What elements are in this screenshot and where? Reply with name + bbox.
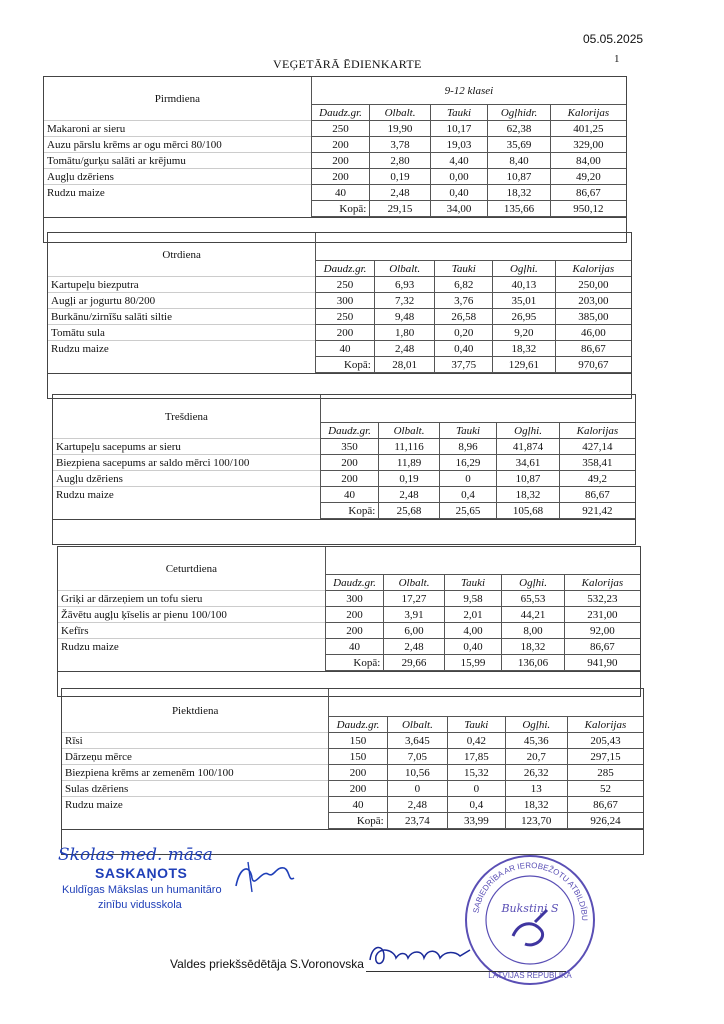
dish-name: Makaroni ar sieru bbox=[44, 121, 311, 137]
stamp-country: LATVIJAS REPUBLIKA bbox=[488, 971, 572, 980]
total-fat: 15,99 bbox=[444, 655, 501, 671]
school-name-line2: zinību vidusskola bbox=[98, 899, 182, 911]
cell-kcal: 84,00 bbox=[550, 153, 626, 169]
cell-protein: 2,48 bbox=[384, 639, 445, 655]
dish-name: Biezpiena krēms ar zemenēm 100/100 bbox=[62, 765, 329, 781]
dish-name: Tomātu sula bbox=[48, 325, 316, 341]
table-row bbox=[44, 185, 626, 201]
cell-qty: 40 bbox=[325, 639, 384, 655]
total-carbs: 105,68 bbox=[497, 503, 560, 519]
table-row bbox=[62, 797, 643, 813]
column-header: Tauki bbox=[444, 575, 501, 591]
column-header: Kalorijas bbox=[567, 717, 643, 733]
cell-carbs: 26,32 bbox=[505, 765, 567, 781]
cell-kcal: 205,43 bbox=[567, 733, 643, 749]
column-header: Tauki bbox=[439, 423, 496, 439]
cell-protein: 2,48 bbox=[374, 341, 435, 357]
total-carbs: 123,70 bbox=[505, 813, 567, 829]
column-header: Tauki bbox=[435, 261, 493, 277]
cell-kcal: 46,00 bbox=[555, 325, 631, 341]
cell-qty: 200 bbox=[320, 455, 379, 471]
cell-protein: 7,32 bbox=[374, 293, 435, 309]
cell-fat: 0,4 bbox=[439, 487, 496, 503]
cell-kcal: 427,14 bbox=[559, 439, 635, 455]
table-row bbox=[62, 781, 643, 797]
cell-kcal: 358,41 bbox=[559, 455, 635, 471]
day-name: Piektdiena bbox=[171, 704, 219, 717]
cell-kcal: 297,15 bbox=[567, 749, 643, 765]
total-row bbox=[53, 503, 635, 519]
cell-protein: 0,19 bbox=[370, 169, 431, 185]
dish-name: Rudzu maize bbox=[58, 639, 325, 655]
column-header: Kalorijas bbox=[555, 261, 631, 277]
total-kcal: 926,24 bbox=[567, 813, 643, 829]
cell-protein: 6,93 bbox=[374, 277, 435, 293]
total-label: Kopā: bbox=[320, 503, 379, 519]
cell-fat: 10,17 bbox=[430, 121, 487, 137]
cell-qty: 150 bbox=[329, 733, 387, 749]
table-row bbox=[48, 341, 631, 357]
cell-protein: 1,80 bbox=[374, 325, 435, 341]
table-row bbox=[58, 639, 640, 655]
stamp-emblem-icon bbox=[513, 910, 547, 945]
dish-name: Rudzu maize bbox=[48, 341, 316, 357]
cell-protein: 2,48 bbox=[370, 185, 431, 201]
cell-kcal: 532,23 bbox=[564, 591, 640, 607]
total-row bbox=[62, 813, 643, 829]
cell-protein: 0 bbox=[387, 781, 447, 797]
document-title: VEĢETĀRĀ ĒDIENKARTE bbox=[273, 57, 422, 71]
cell-protein: 3,91 bbox=[384, 607, 445, 623]
cell-carbs: 65,53 bbox=[502, 591, 565, 607]
table-row bbox=[53, 471, 635, 487]
column-header: Daudz.gr. bbox=[320, 423, 379, 439]
cell-protein: 3,645 bbox=[387, 733, 447, 749]
table-row bbox=[53, 455, 635, 471]
cell-protein: 2,80 bbox=[370, 153, 431, 169]
cell-qty: 200 bbox=[311, 153, 370, 169]
cell-fat: 2,01 bbox=[444, 607, 501, 623]
total-kcal: 941,90 bbox=[564, 655, 640, 671]
column-header: Kalorijas bbox=[564, 575, 640, 591]
cell-fat: 16,29 bbox=[439, 455, 496, 471]
cell-qty: 40 bbox=[320, 487, 379, 503]
handwritten-nurse-note: Skolas med. māsa bbox=[58, 845, 213, 865]
cell-carbs: 8,40 bbox=[488, 153, 551, 169]
cell-protein: 2,48 bbox=[379, 487, 440, 503]
day-table-0 bbox=[43, 76, 627, 243]
cell-protein: 7,05 bbox=[387, 749, 447, 765]
cell-carbs: 18,32 bbox=[502, 639, 565, 655]
cell-carbs: 34,61 bbox=[497, 455, 560, 471]
cell-kcal: 250,00 bbox=[555, 277, 631, 293]
cell-kcal: 92,00 bbox=[564, 623, 640, 639]
dish-name: Dārzeņu mērce bbox=[62, 749, 329, 765]
cell-protein: 2,48 bbox=[387, 797, 447, 813]
dish-name: Tomātu/gurķu salāti ar krējumu bbox=[44, 153, 311, 169]
dish-name: Rudzu maize bbox=[62, 797, 329, 813]
column-header: Olbalt. bbox=[374, 261, 435, 277]
dish-name: Rudzu maize bbox=[53, 487, 320, 503]
column-header: Daudz.gr. bbox=[311, 105, 370, 121]
cell-fat: 19,03 bbox=[430, 137, 487, 153]
empty-cell bbox=[62, 813, 329, 829]
cell-protein: 3,78 bbox=[370, 137, 431, 153]
cell-qty: 200 bbox=[311, 169, 370, 185]
cell-kcal: 86,67 bbox=[564, 639, 640, 655]
cell-carbs: 9,20 bbox=[493, 325, 556, 341]
cell-fat: 8,96 bbox=[439, 439, 496, 455]
column-header: Daudz.gr. bbox=[329, 717, 387, 733]
cell-carbs: 18,32 bbox=[505, 797, 567, 813]
dish-name: Griķi ar dārzeņiem un tofu sieru bbox=[58, 591, 325, 607]
cell-protein: 0,19 bbox=[379, 471, 440, 487]
column-header: Ogļhi. bbox=[502, 575, 565, 591]
total-row bbox=[58, 655, 640, 671]
dish-name: Sulas dzēriens bbox=[62, 781, 329, 797]
cell-protein: 19,90 bbox=[370, 121, 431, 137]
dish-name: Biezpiena sacepums ar saldo mērci 100/100 bbox=[53, 455, 320, 471]
cell-kcal: 52 bbox=[567, 781, 643, 797]
cell-fat: 15,32 bbox=[448, 765, 505, 781]
cell-kcal: 285 bbox=[567, 765, 643, 781]
cell-carbs: 13 bbox=[505, 781, 567, 797]
total-carbs: 136,06 bbox=[502, 655, 565, 671]
cell-qty: 40 bbox=[316, 341, 375, 357]
cell-carbs: 44,21 bbox=[502, 607, 565, 623]
cell-qty: 40 bbox=[329, 797, 387, 813]
cell-fat: 0,40 bbox=[430, 185, 487, 201]
cell-fat: 26,58 bbox=[435, 309, 493, 325]
date: 05.05.2025 bbox=[583, 32, 644, 46]
column-header: Kalorijas bbox=[559, 423, 635, 439]
total-row bbox=[48, 357, 631, 373]
cell-kcal: 86,67 bbox=[555, 341, 631, 357]
class-group-cell bbox=[325, 547, 640, 575]
total-fat: 37,75 bbox=[435, 357, 493, 373]
cell-qty: 300 bbox=[325, 591, 384, 607]
total-label: Kopā: bbox=[316, 357, 375, 373]
total-label: Kopā: bbox=[325, 655, 384, 671]
cell-protein: 6,00 bbox=[384, 623, 445, 639]
empty-cell bbox=[48, 357, 316, 373]
dish-name: Žāvētu augļu ķīselis ar pienu 100/100 bbox=[58, 607, 325, 623]
table-row bbox=[48, 293, 631, 309]
dish-name: Auzu pārslu krēms ar ogu mērci 80/100 bbox=[44, 137, 311, 153]
cell-kcal: 49,2 bbox=[559, 471, 635, 487]
column-header: Olbalt. bbox=[387, 717, 447, 733]
total-carbs: 135,66 bbox=[488, 201, 551, 217]
day-table-1 bbox=[47, 232, 632, 399]
total-kcal: 921,42 bbox=[559, 503, 635, 519]
table-row bbox=[53, 439, 635, 455]
table-row bbox=[62, 733, 643, 749]
cell-fat: 0 bbox=[439, 471, 496, 487]
section-gap bbox=[53, 519, 635, 544]
cell-carbs: 8,00 bbox=[502, 623, 565, 639]
table-row bbox=[62, 765, 643, 781]
column-header: Ogļhi. bbox=[505, 717, 567, 733]
table-row bbox=[44, 121, 626, 137]
approved-label: SASKAŅOTS bbox=[95, 865, 188, 881]
class-group-cell bbox=[316, 233, 631, 261]
total-protein: 28,01 bbox=[374, 357, 435, 373]
dish-name: Augļu dzēriens bbox=[44, 169, 311, 185]
column-header: Olbalt. bbox=[379, 423, 440, 439]
cell-qty: 200 bbox=[329, 765, 387, 781]
cell-qty: 200 bbox=[325, 607, 384, 623]
signer-label: Valdes priekšsēdētāja S.Voronovska bbox=[170, 957, 364, 971]
total-protein: 23,74 bbox=[387, 813, 447, 829]
stamp-ring-text: SABIEDRĪBA AR IEROBEŽOTU ATBILDĪBU bbox=[471, 860, 590, 922]
day-table-4 bbox=[61, 688, 644, 855]
cell-kcal: 86,67 bbox=[550, 185, 626, 201]
empty-cell bbox=[44, 201, 311, 217]
cell-qty: 40 bbox=[311, 185, 370, 201]
cell-kcal: 203,00 bbox=[555, 293, 631, 309]
cell-qty: 200 bbox=[320, 471, 379, 487]
cell-carbs: 40,13 bbox=[493, 277, 556, 293]
cell-carbs: 45,36 bbox=[505, 733, 567, 749]
cell-carbs: 35,01 bbox=[493, 293, 556, 309]
column-header: Olbalt. bbox=[370, 105, 431, 121]
class-group-cell bbox=[329, 689, 643, 717]
cell-fat: 0,40 bbox=[435, 341, 493, 357]
total-label: Kopā: bbox=[329, 813, 387, 829]
cell-carbs: 18,32 bbox=[493, 341, 556, 357]
cell-carbs: 18,32 bbox=[497, 487, 560, 503]
stamp-center-text: Bukstiņi S bbox=[501, 902, 559, 915]
column-header: Ogļhi. bbox=[493, 261, 556, 277]
column-header: Daudz.gr. bbox=[316, 261, 375, 277]
cell-carbs: 26,95 bbox=[493, 309, 556, 325]
cell-carbs: 20,7 bbox=[505, 749, 567, 765]
total-label: Kopā: bbox=[311, 201, 370, 217]
total-fat: 33,99 bbox=[448, 813, 505, 829]
cell-kcal: 86,67 bbox=[567, 797, 643, 813]
cell-protein: 17,27 bbox=[384, 591, 445, 607]
total-kcal: 950,12 bbox=[550, 201, 626, 217]
cell-fat: 0,42 bbox=[448, 733, 505, 749]
dish-name: Augļu dzēriens bbox=[53, 471, 320, 487]
dish-name: Rudzu maize bbox=[44, 185, 311, 201]
column-header: Tauki bbox=[430, 105, 487, 121]
column-header: Daudz.gr. bbox=[325, 575, 384, 591]
column-header: Kalorijas bbox=[550, 105, 626, 121]
cell-qty: 150 bbox=[329, 749, 387, 765]
dish-name: Kartupeļu biezputra bbox=[48, 277, 316, 293]
cell-qty: 200 bbox=[329, 781, 387, 797]
day-name: Otrdiena bbox=[162, 248, 201, 261]
cell-fat: 0,20 bbox=[435, 325, 493, 341]
cell-fat: 9,58 bbox=[444, 591, 501, 607]
chair-signature-icon bbox=[366, 938, 476, 972]
cell-qty: 300 bbox=[316, 293, 375, 309]
cell-fat: 0,00 bbox=[430, 169, 487, 185]
total-fat: 34,00 bbox=[430, 201, 487, 217]
table-row bbox=[44, 137, 626, 153]
class-group-cell bbox=[320, 395, 635, 423]
cell-carbs: 62,38 bbox=[488, 121, 551, 137]
company-stamp bbox=[455, 850, 605, 990]
day-name: Ceturtdiena bbox=[165, 562, 218, 575]
table-row bbox=[48, 325, 631, 341]
total-protein: 25,68 bbox=[379, 503, 440, 519]
cell-qty: 200 bbox=[325, 623, 384, 639]
cell-kcal: 231,00 bbox=[564, 607, 640, 623]
cell-fat: 3,76 bbox=[435, 293, 493, 309]
day-table-2 bbox=[52, 394, 636, 545]
cell-qty: 200 bbox=[316, 325, 375, 341]
day-name: Pirmdiena bbox=[154, 92, 200, 105]
table-row bbox=[44, 153, 626, 169]
school-name-line1: Kuldīgas Mākslas un humanitāro bbox=[62, 884, 222, 896]
cell-qty: 250 bbox=[316, 309, 375, 325]
cell-kcal: 329,00 bbox=[550, 137, 626, 153]
cell-qty: 200 bbox=[311, 137, 370, 153]
cell-qty: 350 bbox=[320, 439, 379, 455]
total-row bbox=[44, 201, 626, 217]
table-row bbox=[58, 623, 640, 639]
empty-cell bbox=[58, 655, 325, 671]
cell-carbs: 41,874 bbox=[497, 439, 560, 455]
empty-cell bbox=[53, 503, 320, 519]
table-row bbox=[62, 749, 643, 765]
cell-carbs: 35,69 bbox=[488, 137, 551, 153]
cell-carbs: 10,87 bbox=[488, 169, 551, 185]
dish-name: Augļi ar jogurtu 80/200 bbox=[48, 293, 316, 309]
cell-fat: 4,40 bbox=[430, 153, 487, 169]
column-header: Tauki bbox=[448, 717, 505, 733]
table-row bbox=[48, 277, 631, 293]
nurse-signature-icon bbox=[228, 856, 298, 896]
total-carbs: 129,61 bbox=[493, 357, 556, 373]
cell-protein: 11,116 bbox=[379, 439, 440, 455]
cell-fat: 0,4 bbox=[448, 797, 505, 813]
page-number: 1 bbox=[614, 53, 620, 65]
cell-kcal: 49,20 bbox=[550, 169, 626, 185]
day-name: Trešdiena bbox=[164, 410, 208, 423]
cell-carbs: 18,32 bbox=[488, 185, 551, 201]
dish-name: Burkānu/zirnīšu salāti siltie bbox=[48, 309, 316, 325]
table-row bbox=[48, 309, 631, 325]
cell-kcal: 401,25 bbox=[550, 121, 626, 137]
dish-name: Kefīrs bbox=[58, 623, 325, 639]
table-row bbox=[58, 591, 640, 607]
class-group-label: 9-12 klasei bbox=[311, 77, 626, 105]
cell-fat: 6,82 bbox=[435, 277, 493, 293]
cell-protein: 11,89 bbox=[379, 455, 440, 471]
total-fat: 25,65 bbox=[439, 503, 496, 519]
table-row bbox=[53, 487, 635, 503]
total-protein: 29,15 bbox=[370, 201, 431, 217]
day-table-3 bbox=[57, 546, 641, 697]
cell-qty: 250 bbox=[311, 121, 370, 137]
total-protein: 29,66 bbox=[384, 655, 445, 671]
cell-protein: 10,56 bbox=[387, 765, 447, 781]
dish-name: Kartupeļu sacepums ar sieru bbox=[53, 439, 320, 455]
cell-fat: 0,40 bbox=[444, 639, 501, 655]
column-header: Olbalt. bbox=[384, 575, 445, 591]
cell-kcal: 86,67 bbox=[559, 487, 635, 503]
cell-protein: 9,48 bbox=[374, 309, 435, 325]
cell-kcal: 385,00 bbox=[555, 309, 631, 325]
cell-fat: 17,85 bbox=[448, 749, 505, 765]
cell-fat: 0 bbox=[448, 781, 505, 797]
table-row bbox=[44, 169, 626, 185]
cell-qty: 250 bbox=[316, 277, 375, 293]
column-header: Ogļhidr. bbox=[488, 105, 551, 121]
total-kcal: 970,67 bbox=[555, 357, 631, 373]
cell-carbs: 10,87 bbox=[497, 471, 560, 487]
dish-name: Rīsi bbox=[62, 733, 329, 749]
cell-fat: 4,00 bbox=[444, 623, 501, 639]
table-row bbox=[58, 607, 640, 623]
column-header: Ogļhi. bbox=[497, 423, 560, 439]
